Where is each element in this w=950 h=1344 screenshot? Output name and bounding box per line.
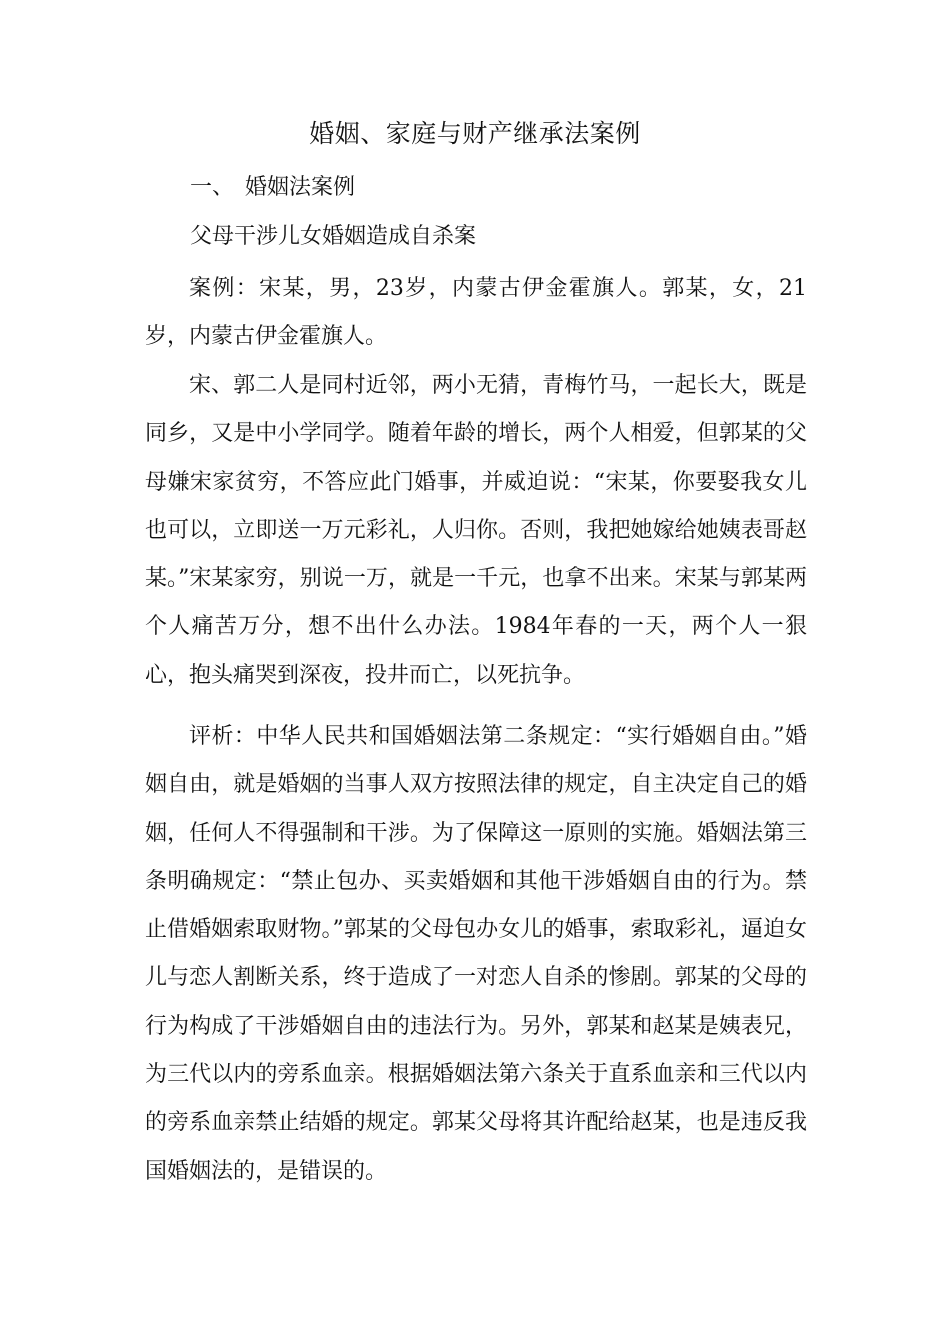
section-heading [190,170,355,206]
case-title: 父母干涉儿女婚姻造成自杀案 [190,224,477,249]
document-title: 婚姻、家庭与财产继承法案例 [309,119,641,148]
section-label: 婚姻法案例 [245,175,356,200]
analysis-paragraph: 评析：中华人民共和国婚姻法第二条规定：“实行婚姻自由。”婚姻自由，就是婚姻的当事人双方按照法律的规定，自主决定自己的婚姻，任何人不得强制和干涉。为了保障这一原则的实施。婚姻法第三条明确规定：“禁止包办、买卖婚姻和其他干涉婚姻自由的行为。禁止借婚姻索取财物。”郭某的父母包办女儿的婚事，索取彩礼，逼迫女儿与恋人割断关系，终于造成了一对恋人自杀的惨剧。郭某的父母的行为构成了干涉婚姻自由的违法行为。另外，郭某和赵某是姨表兄，为三代以内的旁系血亲。根据婚姻法第六条关于直系血亲和三代以内的旁系血亲禁止结婚的规定。郭某父母将其许配给赵某，也是违反我国婚姻法的，是错误的。 [145,724,807,1184]
story-paragraph: 宋、郭二人是同村近邻，两小无猜，青梅竹马，一起长大，既是同乡，又是中小学同学。随着年龄的增长，两个人相爱，但郭某的父母嫌宋家贫穷，不答应此门婚事，并威迫说：“宋某，你要娶我女儿也可以，立即送一万元彩礼，人归你。否则，我把她嫁给她姨表哥赵某。”宋某家穷，别说一万，就是一千元，也拿不出来。宋某与郭某两个人痛苦万分，想不出什么办法。1984年春的一天，两个人一狠心，抱头痛哭到深夜，投井而亡，以死抗争。 [145,373,807,688]
section-number: 一、 [190,175,235,200]
case-paragraph: 案例：宋某，男，23岁，内蒙古伊金霍旗人。郭某，女，21岁，内蒙古伊金霍旗人。 [145,276,807,350]
